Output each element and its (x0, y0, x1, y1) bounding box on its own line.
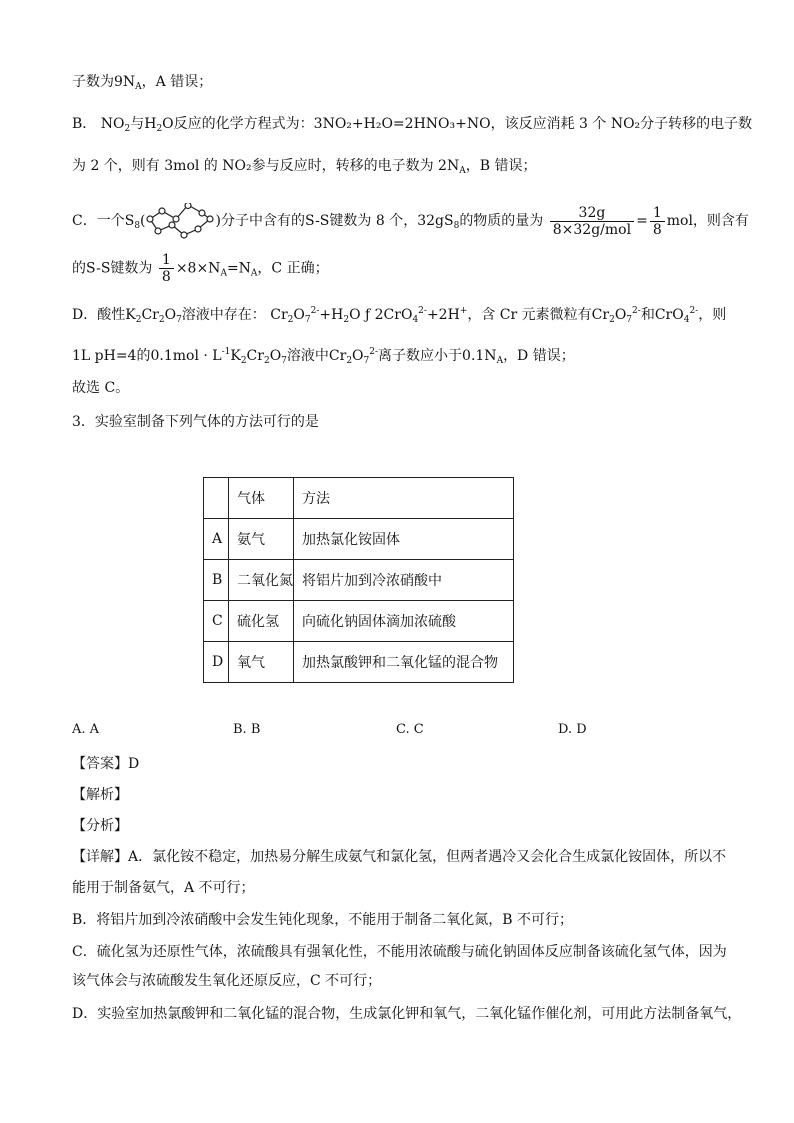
text: 溶液中存在： (181, 307, 266, 323)
answer-value: D (128, 756, 140, 772)
subscript: A (496, 356, 504, 366)
text: = (636, 213, 648, 229)
formula: Cr (270, 307, 288, 323)
option-value: A (89, 722, 100, 737)
text: B． (72, 116, 97, 132)
text: 和 (640, 307, 655, 323)
table-cell: 二氧化氮 (229, 560, 294, 601)
formula: Cr (246, 348, 264, 364)
formula: O (614, 307, 627, 323)
text: 离子数应小于 (378, 348, 463, 364)
table-row (204, 560, 514, 601)
detail-line: 该气体会与浓硫酸发生氧化还原反应，C 不可行； (72, 973, 382, 989)
fraction (550, 205, 634, 238)
table-cell: 硫化氢 (229, 601, 294, 642)
analysis-tag: 【解析】 (72, 787, 128, 803)
conclusion-line: 故选 C。 (72, 380, 130, 396)
table-cell: 气体 (229, 478, 294, 519)
text-line (72, 114, 752, 139)
formula: Cr (141, 307, 159, 323)
text-line (72, 301, 726, 330)
text: 为 2 个，则有 3mol 的 NO₂参与反应时，转移的电子数为 (72, 158, 434, 174)
denominator: 8 (161, 269, 171, 285)
table-cell: 加热氯酸钾和二氧化锰的混合物 (294, 642, 514, 683)
subscript: 2 (609, 315, 615, 325)
table-row (204, 601, 514, 642)
gas-method-table (203, 477, 514, 683)
option-key: A. (72, 722, 86, 737)
formula: Cr (328, 348, 347, 364)
table-cell: 将铝片加到冷浓硝酸中 (294, 560, 514, 601)
table-row (204, 642, 514, 683)
subscript: A (250, 268, 258, 279)
table-cell: 氨气 (229, 519, 294, 560)
subscript: 2 (240, 356, 247, 366)
text: A．氯化铵不稳定，加热易分解生成氨气和氯化氢，但两者遇冷又会化合生成氯化铵固体，所以不 (128, 849, 727, 865)
detail-line (72, 847, 726, 867)
formula: O (164, 307, 177, 323)
superscript: 2- (632, 306, 641, 316)
table-header-row (204, 478, 514, 519)
table-cell: C (204, 601, 229, 642)
formula: K (230, 348, 241, 364)
table-cell: D (204, 642, 229, 683)
subscript: 2 (156, 124, 163, 134)
text-line (72, 252, 329, 285)
formula: 1L pH=4 (72, 348, 137, 364)
formula: Cr (591, 307, 610, 323)
subscript: 4 (412, 315, 419, 325)
subscript: 4 (683, 315, 690, 325)
formula: =N (226, 260, 251, 277)
text: 子数为 (72, 74, 114, 90)
subscript: 8 (134, 221, 141, 231)
text: mol，则含有 (666, 213, 749, 229)
denominator: 8×32g/mol (552, 221, 632, 238)
text: 反应的化学方程式为：3NO₂+H₂O=2HNO₃+NO，该反应消耗 3 个 NO₂分子转移的电子数 (173, 116, 753, 132)
formula: O (293, 307, 305, 323)
superscript: 2- (689, 306, 699, 316)
formula: 0.1N (462, 348, 497, 364)
subscript: 2 (135, 315, 142, 325)
option-value: C (413, 722, 424, 737)
subscript: A (135, 82, 142, 92)
subscript: 7 (304, 315, 311, 325)
superscript: 2- (310, 306, 320, 316)
option-key: B. (233, 722, 247, 737)
answer-tag: 【答案】 (72, 756, 128, 772)
subscript: 8 (453, 221, 460, 231)
table-cell: 氧气 (229, 642, 294, 683)
formula: 9N (114, 74, 136, 90)
text: D．酸性 (72, 307, 126, 323)
text: ，则 (698, 307, 727, 323)
formula: ×8×N (175, 260, 221, 277)
fenxi-tag: 【分析】 (72, 818, 128, 834)
table-cell: 方法 (294, 478, 514, 519)
table-cell: B (204, 560, 229, 601)
option-b (233, 722, 260, 737)
text: ，B 错误； (465, 158, 537, 174)
text-line (72, 203, 749, 239)
subscript: 2 (158, 315, 165, 325)
formula: K (125, 307, 136, 323)
numerator: 32g (550, 205, 634, 222)
detail-line: D．实验室加热氯酸钾和二氧化锰的混合物，生成氯化钾和氧气，二氧化锰作催化剂，可用此方法制备氧气， (72, 1006, 742, 1022)
subscript: 2 (287, 315, 294, 325)
subscript: 2 (346, 356, 353, 366)
superscript: 2- (369, 347, 379, 357)
subscript: 7 (281, 356, 287, 366)
text: C．一个 (72, 213, 125, 229)
fraction (650, 205, 665, 238)
table-cell: 向硫化钠固体滴加浓硫酸 (294, 601, 514, 642)
option-value: D (576, 722, 587, 737)
option-value: B (250, 722, 261, 737)
text: )分子中含有的S-S键数为 8 个，32gS (215, 213, 454, 229)
answer-line (72, 754, 139, 774)
formula: O (352, 348, 364, 364)
subscript: A (220, 268, 227, 279)
formula: O (269, 348, 282, 364)
table-cell: 加热氯化铵固体 (294, 519, 514, 560)
formula: O ƒ 2CrO (349, 307, 413, 323)
denominator: 8 (652, 221, 662, 238)
text: 的物质的量为 (459, 213, 544, 229)
text: 的S-S键数为 (72, 260, 153, 277)
subscript: A (459, 166, 466, 176)
formula: +2H (426, 307, 460, 323)
superscript: + (459, 306, 468, 316)
fraction (159, 252, 174, 285)
question-title: 3．实验室制备下列气体的方法可行的是 (72, 414, 319, 430)
text: ，A 错误； (141, 74, 213, 90)
text: 的 (136, 348, 151, 364)
formula: 2N (438, 158, 460, 174)
formula: O (162, 116, 174, 132)
text: ，C 正确； (257, 260, 329, 277)
option-d (558, 722, 587, 737)
text: ( (140, 213, 146, 229)
option-c (396, 722, 424, 737)
formula: S (124, 213, 135, 229)
text: 与 (130, 116, 145, 132)
table-cell (204, 478, 229, 519)
formula: NO (100, 116, 125, 132)
option-key: C. (396, 722, 410, 737)
s8-ring-structure-icon (146, 203, 216, 239)
formula: H (144, 116, 157, 132)
table-row (204, 519, 514, 560)
formula: CrO (654, 307, 684, 323)
detail-line: B．将铝片加到冷浓硝酸中会发生钝化现象，不能用于制备二氧化氮，B 不可行； (72, 912, 574, 928)
option-a (72, 722, 99, 737)
formula: 0.1mol · L (150, 348, 222, 364)
text: 溶液中 (286, 348, 329, 364)
option-key: D. (558, 722, 573, 737)
text-line (72, 72, 212, 97)
formula: +H (319, 307, 344, 323)
text: ，含 Cr 元素微粒有 (467, 307, 592, 323)
text-line (72, 342, 575, 371)
subscript: 7 (176, 315, 182, 325)
subscript: 2 (124, 124, 131, 134)
detail-line: C．硫化氢为还原性气体，浓硫酸具有强氧化性，不能用浓硫酸与硫化钠固体反应制备该硫化氢气体，因为 (72, 944, 727, 960)
text-line (72, 156, 536, 181)
table-cell: A (204, 519, 229, 560)
subscript: 7 (626, 315, 633, 325)
superscript: 2- (418, 306, 427, 316)
subscript: 2 (343, 315, 350, 325)
numerator: 1 (159, 252, 174, 269)
detail-tag: 【详解】 (72, 849, 128, 865)
text: ，D 错误； (503, 348, 575, 364)
subscript: 2 (263, 356, 270, 366)
superscript: -1 (221, 347, 231, 357)
numerator: 1 (650, 205, 665, 222)
subscript: 7 (363, 356, 370, 366)
detail-line: 能用于制备氨气，A 不可行； (72, 880, 255, 896)
